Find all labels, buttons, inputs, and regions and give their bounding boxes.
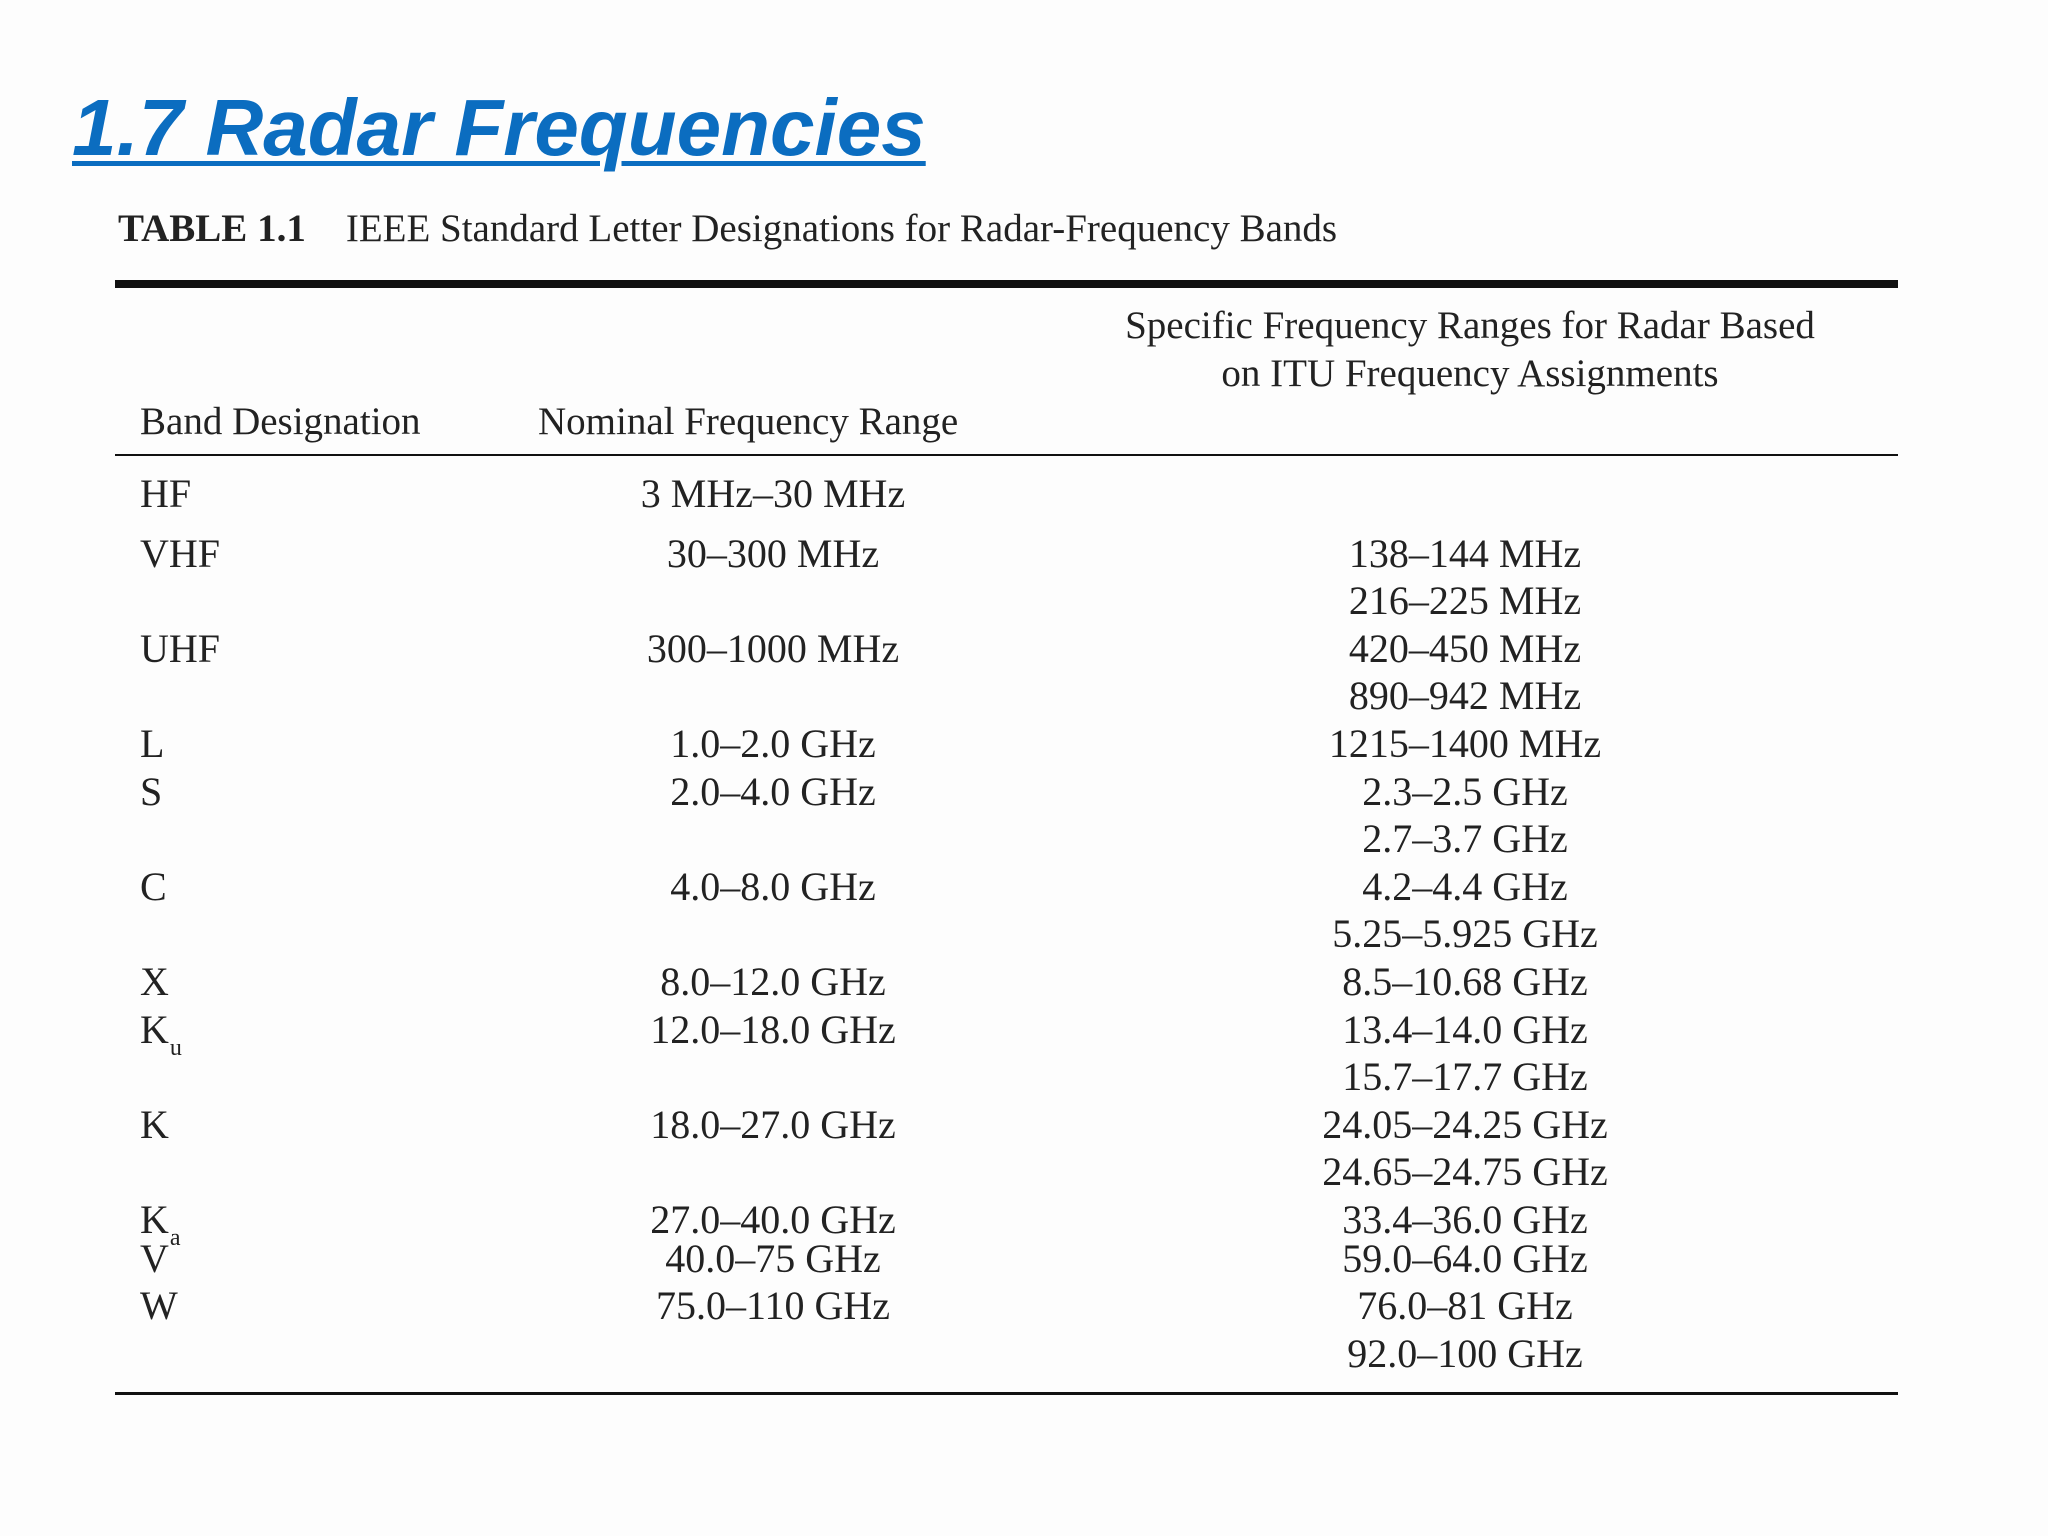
band-letter: X xyxy=(140,959,169,1004)
band-letter: HF xyxy=(140,471,192,516)
table-caption xyxy=(118,204,1337,254)
specific-range-cell: 33.4–36.0 GHz xyxy=(1342,1197,1588,1242)
band-letter: L xyxy=(140,721,165,766)
nominal-range-cell: 4.0–8.0 GHz xyxy=(670,863,876,909)
nominal-range-cell: 2.0–4.0 GHz xyxy=(670,768,876,814)
band-letter: UHF xyxy=(140,625,221,671)
table-caption-text: IEEE Standard Letter Designations for Radar-Frequency Bands xyxy=(345,207,1338,250)
specific-range-cell: 216–225 MHz xyxy=(1348,578,1582,624)
specific-range-cell: 59.0–64.0 GHz xyxy=(1342,1235,1588,1281)
nominal-range-cell: 300–1000 MHz xyxy=(646,625,900,671)
nominal-range-cell: 40.0–75 GHz xyxy=(665,1235,881,1281)
specific-range-cell: 2.3–2.5 GHz xyxy=(1362,768,1568,814)
nominal-range-cell: 1.0–2.0 GHz xyxy=(670,721,876,766)
nominal-range-cell: 8.0–12.0 GHz xyxy=(660,959,886,1004)
nominal-range-cell: 27.0–40.0 GHz xyxy=(650,1197,896,1242)
page-title: 1.7 Radar Frequencies xyxy=(72,83,926,172)
specific-range-cell: 8.5–10.68 GHz xyxy=(1342,959,1588,1004)
band-cell xyxy=(140,1235,169,1283)
band-letter: S xyxy=(140,768,163,814)
band-cell xyxy=(140,470,191,518)
table-top-rule xyxy=(115,280,1898,288)
specific-range-cell: 15.7–17.7 GHz xyxy=(1342,1054,1588,1100)
specific-range-cell: 92.0–100 GHz xyxy=(1347,1330,1583,1376)
specific-range-cell: 13.4–14.0 GHz xyxy=(1342,1006,1588,1052)
specific-range-cell: 890–942 MHz xyxy=(1348,673,1582,719)
band-letter: C xyxy=(140,863,167,909)
specific-range-cell: 4.2–4.4 GHz xyxy=(1362,863,1568,909)
specific-range-cell: 420–450 MHz xyxy=(1348,625,1582,671)
band-cell xyxy=(140,1282,178,1330)
table-header-rule xyxy=(115,454,1898,456)
band-letter: W xyxy=(140,1283,178,1329)
band-cell xyxy=(140,1101,169,1149)
band-cell xyxy=(140,768,162,816)
band-cell xyxy=(140,863,167,911)
band-cell xyxy=(140,625,220,673)
band-cell xyxy=(140,530,220,578)
header-specific-line2: on ITU Frequency Assignments xyxy=(1221,352,1719,395)
band-subscript: u xyxy=(169,1034,182,1061)
band-letter: K xyxy=(140,1101,169,1147)
table-bottom-rule xyxy=(115,1392,1898,1395)
header-specific-line1: Specific Frequency Ranges for Radar Based xyxy=(1125,304,1815,347)
header-band-designation: Band Designation xyxy=(140,400,421,443)
band-letter: V xyxy=(140,1235,169,1281)
nominal-range-cell: 18.0–27.0 GHz xyxy=(650,1101,896,1147)
nominal-range-cell: 3 MHz–30 MHz xyxy=(640,471,906,516)
header-specific-ranges xyxy=(1040,302,1900,398)
band-letter: K xyxy=(140,1197,169,1242)
band-cell xyxy=(140,1006,182,1060)
nominal-range-cell: 12.0–18.0 GHz xyxy=(650,1006,896,1052)
band-letter: VHF xyxy=(140,530,221,576)
nominal-range-cell: 75.0–110 GHz xyxy=(655,1283,891,1329)
specific-range-cell: 2.7–3.7 GHz xyxy=(1362,816,1568,862)
specific-range-cell: 76.0–81 GHz xyxy=(1357,1283,1573,1329)
band-cell xyxy=(140,958,169,1006)
table-caption-label: TABLE 1.1 xyxy=(118,207,306,250)
band-letter: K xyxy=(140,1006,169,1052)
header-nominal-range: Nominal Frequency Range xyxy=(538,400,959,443)
specific-range-cell: 5.25–5.925 GHz xyxy=(1332,911,1598,957)
nominal-range-cell: 30–300 MHz xyxy=(666,530,880,576)
specific-range-cell: 24.05–24.25 GHz xyxy=(1322,1101,1608,1147)
specific-range-cell: 24.65–24.75 GHz xyxy=(1322,1149,1608,1195)
band-subscript: a xyxy=(169,1225,181,1251)
specific-range-cell: 1215–1400 MHz xyxy=(1328,721,1602,766)
specific-range-cell: 138–144 MHz xyxy=(1348,530,1582,576)
band-cell xyxy=(140,720,164,768)
